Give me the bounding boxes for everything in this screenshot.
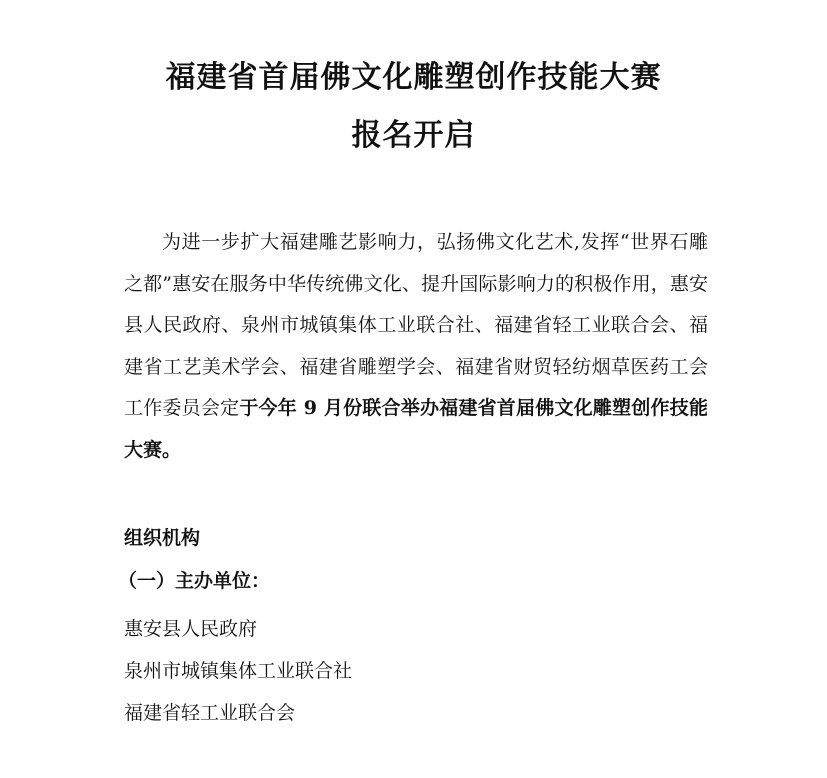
organizer-list xyxy=(124,608,352,734)
section-heading-organization: 组织机构 xyxy=(124,527,201,549)
organizer-item: 泉州市城镇集体工业联合社 xyxy=(124,660,353,682)
organizer-item: 福建省轻工业联合会 xyxy=(124,702,296,724)
organizer-item: 惠安县人民政府 xyxy=(124,618,258,640)
intro-text: 为进一步扩大福建雕艺影响力，弘扬佛文化艺术,发挥“世界石雕之都”惠安在服务中华传统佛文化、提升国际影响力的积极作用，惠安县人民政府、泉州市城镇集体工业联合社、福建省轻工业联合会、福建省工艺美术学会、福建省雕塑学会、福建省财贸轻纺烟草医药工会工作委员会定 xyxy=(124,231,708,419)
document-title: 福建省首届佛文化雕塑创作技能大赛 xyxy=(165,60,662,95)
sub-heading-hosts: （一）主办单位： xyxy=(118,570,271,592)
intro-bold-text: 于今年 9 月份联合举办福建省首届佛文化雕塑创作技能大赛。 xyxy=(124,397,708,461)
intro-paragraph xyxy=(124,222,708,471)
document-subtitle: 报名开启 xyxy=(351,118,476,153)
